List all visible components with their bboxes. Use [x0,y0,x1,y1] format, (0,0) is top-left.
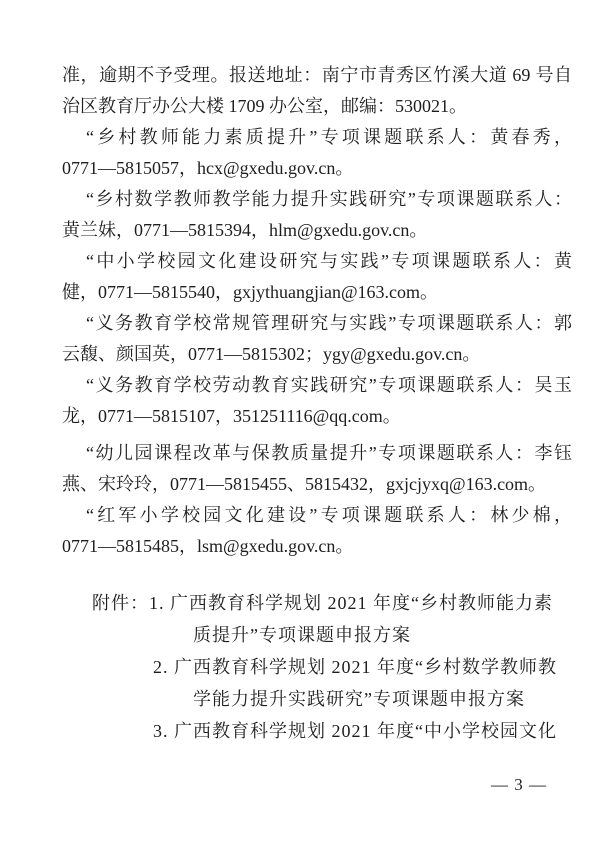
body-line: “乡村教师能力素质提升”专项课题联系人：黄春秀， [86,127,572,147]
page-number: — 3 — [491,775,547,794]
attachments-section [62,587,592,747]
body-line: 治区教育厅办公大楼 1709 办公室，邮编：530021。 [62,96,467,116]
body-line: 准，逾期不予受理。报送地址：南宁市青秀区竹溪大道 69 号自 [62,65,572,85]
body-line: “幼儿园课程改革与保教质量提升”专项课题联系人：李钰 [86,443,572,463]
body-line: “乡村数学教师教学能力提升实践研究”专项课题联系人： [86,189,572,209]
body-line: 健，0771—5815540，gxjythuangjian@163.com。 [62,282,439,302]
body-line: 燕、宋玲玲，0771—5815455、5815432，gxjcjyxq@163.com。 [62,474,547,494]
attachment-line: 学能力提升实践研究”专项课题申报方案 [193,689,525,709]
document-body [62,60,572,562]
attachment-line: 质提升”专项课题申报方案 [193,625,411,645]
attachment-line: 3. 广西教育科学规划 2021 年度“中小学校园文化 [153,721,557,741]
body-line: “红军小学校园文化建设”专项课题联系人：林少棉， [86,505,572,525]
body-line: “中小学校园文化建设研究与实践”专项课题联系人：黄 [86,251,572,271]
attachment-line: 附件：1. 广西教育科学规划 2021 年度“乡村教师能力素 [92,593,553,613]
body-line: “义务教育学校常规管理研究与实践”专项课题联系人：郭 [86,313,572,333]
body-line: 龙，0771—5815107，351251116@qq.com。 [62,406,401,426]
body-line: 0771—5815485，lsm@gxedu.gov.cn。 [62,536,354,556]
body-line: 黄兰妹，0771—5815394，hlm@gxedu.gov.cn。 [62,220,428,240]
body-line: “义务教育学校劳动教育实践研究”专项课题联系人：吴玉 [86,375,572,395]
body-line: 0771—5815057，hcx@gxedu.gov.cn。 [62,158,354,178]
attachment-line: 2. 广西教育科学规划 2021 年度“乡村数学教师教 [153,657,557,677]
body-line: 云馥、颜国英，0771—5815302；ygy@gxedu.gov.cn。 [62,344,481,364]
